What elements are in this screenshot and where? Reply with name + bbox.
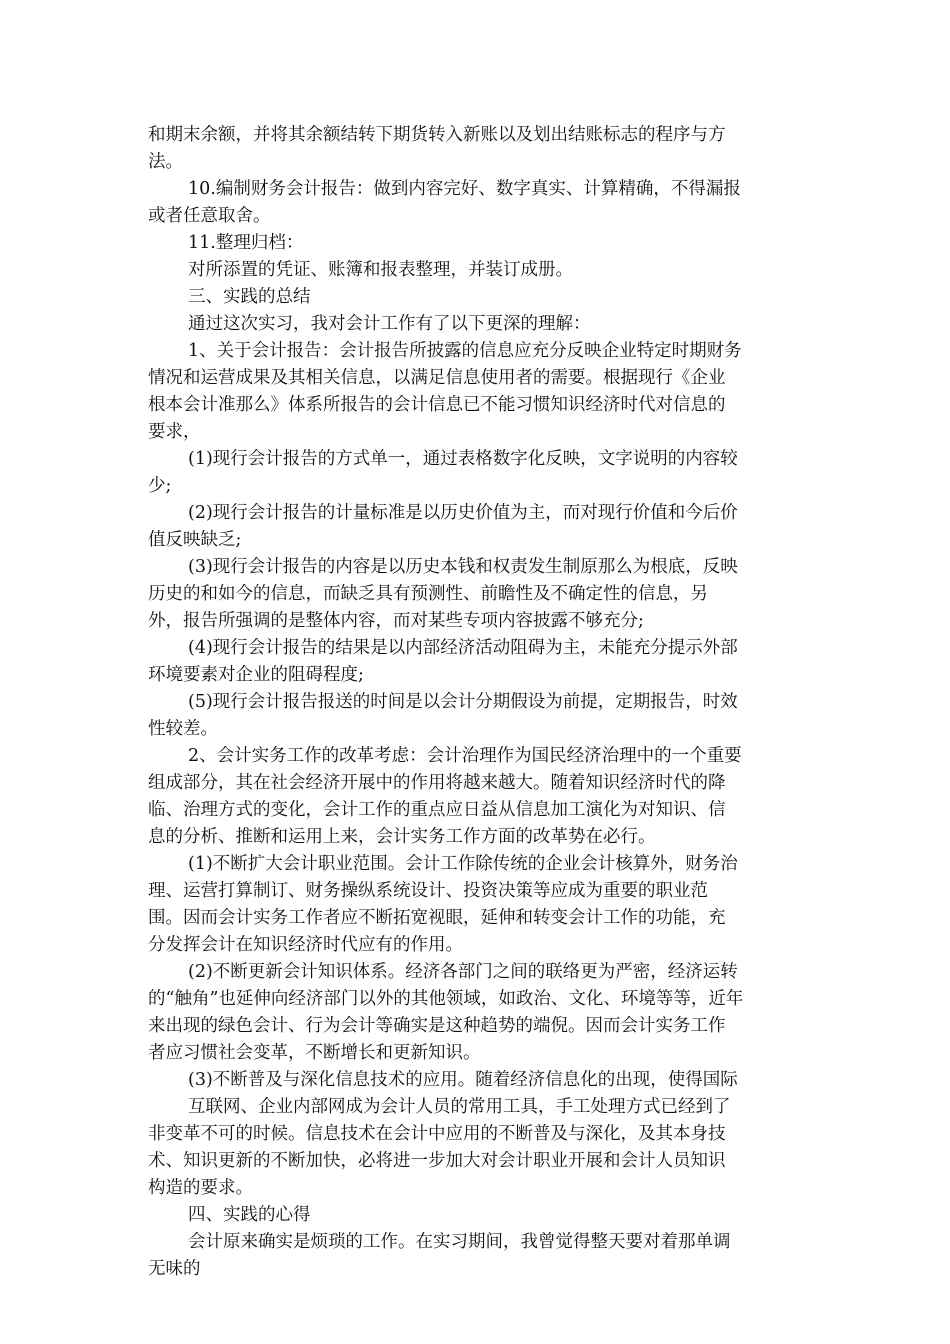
text-line: (5)现行会计报告报送的时间是以会计分期假设为前提，定期报告，时效	[188, 692, 738, 712]
text-line: 互联网、企业内部网成为会计人员的常用工具，手工处理方式已经到了	[188, 1097, 731, 1117]
text-line: 性较差。	[148, 719, 218, 739]
text-line: 非变革不可的时候。信息技术在会计中应用的不断普及与深化，及其本身技	[148, 1124, 726, 1144]
text-line: 10.编制财务会计报告：做到内容完好、数字真实、计算精确，不得漏报	[188, 179, 741, 199]
text-line: (2)现行会计报告的计量标准是以历史价值为主，而对现行价值和今后价	[188, 503, 738, 523]
text-line: 会计原来确实是烦琐的工作。在实习期间，我曾觉得整天要对着那单调	[188, 1232, 731, 1252]
text-line: (1)不断扩大会计职业范围。会计工作除传统的企业会计核算外，财务治	[188, 854, 738, 874]
text-line: 外，报告所强调的是整体内容，而对某些专项内容披露不够充分;	[148, 611, 644, 631]
text-line: 值反映缺乏;	[148, 530, 242, 550]
text-line: 临、治理方式的变化，会计工作的重点应日益从信息加工演化为对知识、信	[148, 800, 726, 820]
text-line: 根本会计准那么》体系所报告的会计信息已不能习惯知识经济时代对信息的	[148, 395, 726, 415]
text-line: 历史的和如今的信息，而缺乏具有预测性、前瞻性及不确定性的信息，另	[148, 584, 708, 604]
text-line: 对所添置的凭证、账簿和报表整理，并装订成册。	[188, 260, 573, 280]
text-line: 和期末余额，并将其余额结转下期货转入新账以及划出结账标志的程序与方	[148, 125, 726, 145]
text-line: (3)不断普及与深化信息技术的应用。随着经济信息化的出现，使得国际	[188, 1070, 738, 1090]
text-line: 无味的	[148, 1259, 201, 1279]
text-line: 要求，	[148, 422, 201, 442]
text-line: 通过这次实习，我对会计工作有了以下更深的理解：	[188, 314, 591, 334]
document-page	[148, 122, 800, 1283]
text-line: (4)现行会计报告的结果是以内部经济活动阻碍为主，未能充分提示外部	[188, 638, 738, 658]
text-line: 三、实践的总结	[188, 287, 311, 307]
text-line: 者应习惯社会变革，不断增长和更新知识。	[148, 1043, 481, 1063]
text-line: 法。	[148, 152, 183, 172]
text-line: 11.整理归档：	[188, 233, 304, 253]
text-line: 理、运营打算制订、财务操纵系统设计、投资决策等应成为重要的职业范	[148, 881, 708, 901]
text-line: 少;	[148, 476, 172, 496]
text-line: 1、关于会计报告：会计报告所披露的信息应充分反映企业特定时期财务	[188, 341, 742, 361]
text-line: 组成部分，其在社会经济开展中的作用将越来越大。随着知识经济时代的降	[148, 773, 726, 793]
text-line: (1)现行会计报告的方式单一，通过表格数字化反映，文字说明的内容较	[188, 449, 738, 469]
text-line: 构造的要求。	[148, 1178, 253, 1198]
text-line: 围。因而会计实务工作者应不断拓宽视眼，延伸和转变会计工作的功能，充	[148, 908, 726, 928]
text-line: 息的分析、推断和运用上来，会计实务工作方面的改革势在必行。	[148, 827, 656, 847]
text-line: (3)现行会计报告的内容是以历史本钱和权责发生制原那么为根底，反映	[188, 557, 738, 577]
text-line: 术、知识更新的不断加快，必将进一步加大对会计职业开展和会计人员知识	[148, 1151, 726, 1171]
text-line: 环境要素对企业的阻碍程度;	[148, 665, 364, 685]
text-line: 的“触角”也延伸向经济部门以外的其他领域，如政治、文化、环境等等，近年	[148, 989, 744, 1009]
text-line: 2、会计实务工作的改革考虑：会计治理作为国民经济治理中的一个重要	[188, 746, 742, 766]
text-line: 或者任意取舍。	[148, 206, 271, 226]
text-line: 来出现的绿色会计、行为会计等确实是这种趋势的端倪。因而会计实务工作	[148, 1016, 726, 1036]
text-line: 四、实践的心得	[188, 1205, 311, 1225]
text-line: 情况和运营成果及其相关信息，以满足信息使用者的需要。根据现行《企业	[148, 368, 726, 388]
text-line: 分发挥会计在知识经济时代应有的作用。	[148, 935, 463, 955]
text-line: (2)不断更新会计知识体系。经济各部门之间的联络更为严密，经济运转	[188, 962, 738, 982]
